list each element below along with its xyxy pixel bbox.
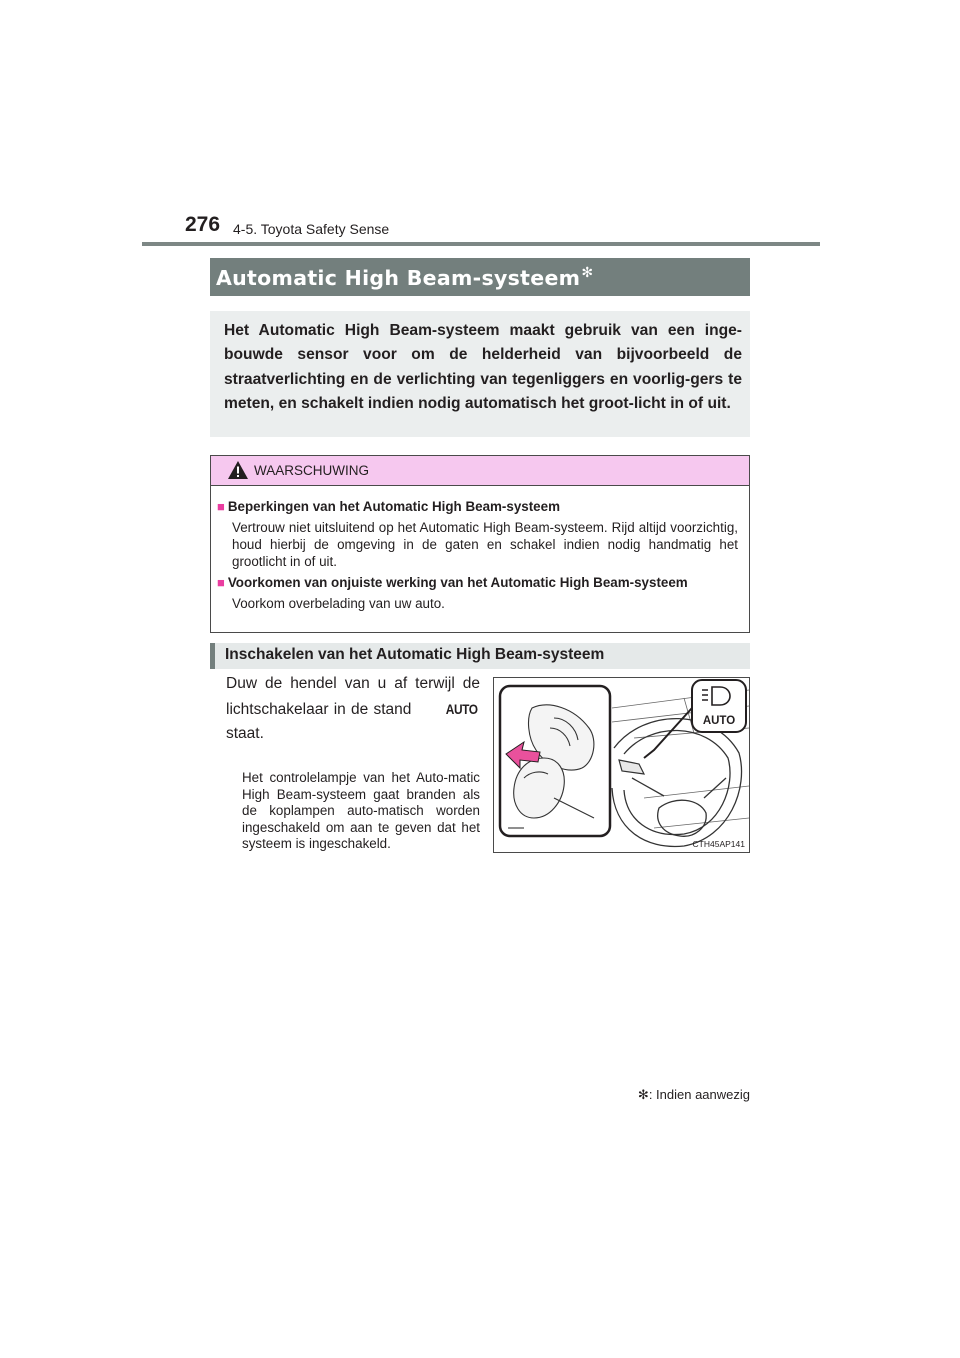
section-label: 4-5. Toyota Safety Sense xyxy=(233,221,390,237)
warning-triangle-icon xyxy=(227,460,249,480)
intro-box xyxy=(210,311,750,437)
footnote xyxy=(580,1087,750,1103)
warning-label: WAARSCHUWING xyxy=(254,463,369,478)
warning-item xyxy=(217,498,741,570)
title-bar xyxy=(210,258,750,296)
bullet-square-icon: ■ xyxy=(217,499,225,514)
warning-item-text: Voorkom overbelading van uw auto. xyxy=(232,596,445,611)
warning-header xyxy=(211,456,749,486)
footnote-text: : Indien aanwezig xyxy=(648,1087,750,1102)
page-number: 276 xyxy=(185,213,221,236)
figure-illustration xyxy=(493,677,750,853)
figure-code: CTH45AP141 xyxy=(692,839,745,849)
step-text: Duw de hendel van u af terwijl de lichtschakelaar in de stand AUTO staat. xyxy=(226,675,480,742)
subsection-title: Inschakelen van het Automatic High Beam-systeem xyxy=(225,646,605,663)
auto-switch-label: AUTO xyxy=(445,700,478,717)
header-rule xyxy=(142,242,820,246)
page-title: Automatic High Beam-systeem xyxy=(216,266,581,290)
steering-column-lever-drawing xyxy=(494,678,749,852)
bullet-square-icon: ■ xyxy=(217,575,225,590)
intro-text: Het Automatic High Beam-systeem maakt gebruik van een inge-bouwde sensor voor om de helderheid van bijvoorbeeld de straatverlichting en de verlichting van tegenliggers en voorlig-gers te meten, en schakelt indien nodig automatisch het groot-licht in of uit. xyxy=(224,322,742,413)
step-note: Het controlelampje van het Auto-matic High Beam-systeem gaat branden als de koplampen auto-matisch worden ingeschakeld om aan te geven dat het systeem is ingeschakeld. xyxy=(242,770,480,852)
warning-body xyxy=(211,486,749,612)
footnote-marker: ✻ xyxy=(637,1087,649,1102)
optional-marker: ✻ xyxy=(581,264,594,280)
warning-item xyxy=(217,574,741,612)
subsection-heading xyxy=(210,643,750,669)
warning-item-title: ■ Beperkingen van het Automatic High Beam-systeem xyxy=(217,499,560,514)
warning-item-text: Vertrouw niet uitsluitend op het Automatic High Beam-systeem. Rijd altijd voorzichtig, houd hierbij de omgeving in de gaten en schakel indien nodig handmatig het grootlicht in of uit. xyxy=(232,520,738,569)
warning-box xyxy=(210,455,750,633)
warning-item-title: ■ Voorkomen van onjuiste werking van het Automatic High Beam-systeem xyxy=(217,575,688,590)
callout-auto-text: AUTO xyxy=(702,715,736,727)
